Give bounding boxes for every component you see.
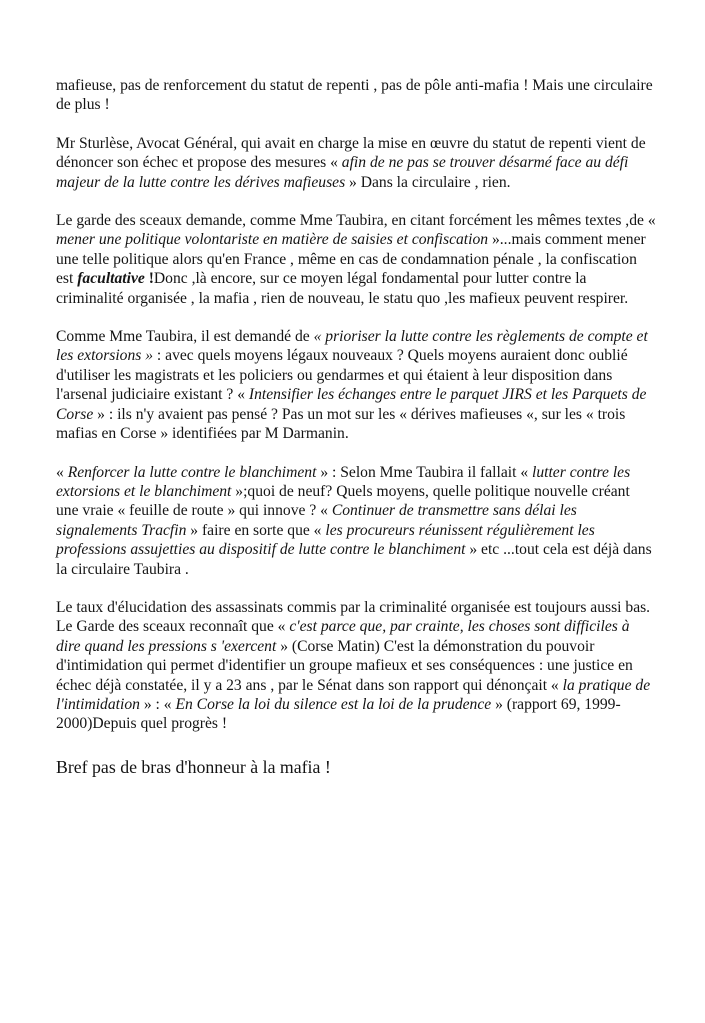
text-run: » : Selon Mme Taubira il fallait « bbox=[316, 463, 533, 481]
text-run: Intensifier les échanges entre le parquet JIRS et les Parquets de Corse bbox=[56, 386, 647, 423]
text-run: » faire en sorte que « bbox=[186, 521, 326, 539]
text-run: c'est parce que, par crainte, les choses sont difficiles à dire quand les pressions s 'exercent bbox=[56, 618, 630, 655]
text-run: » etc ...tout cela est déjà dans la circulaire Taubira . bbox=[56, 541, 652, 578]
text-run: Le garde des sceaux demande, comme Mme Taubira, en citant forcément les mêmes textes ,de « bbox=[56, 212, 656, 230]
text-run: : avec quels moyens légaux nouveaux ? Quels moyens auraient donc oublié d'utiliser les magistrats et les policiers ou gendarmes et qui étaient à leur disposition dans l'arsenal judiciaire existant ? « bbox=[56, 347, 628, 404]
paragraph-5 bbox=[56, 463, 656, 579]
text-run: les procureurs réunissent régulièrement les professions assujetties au dispositif de lutte contre le blanchiment bbox=[56, 521, 595, 559]
paragraph-3 bbox=[56, 211, 656, 308]
text-run: Le taux d'élucidation des assassinats commis par la criminalité organisée est toujours aussi bas. Le Garde des sceaux reconnaît que « bbox=[56, 598, 651, 636]
text-run: »;quoi de neuf? Quels moyens, quelle politique nouvelle créant une vraie « feuille de route » qui innove ? « bbox=[56, 482, 630, 520]
text-run: Mr Sturlèse, Avocat Général, qui avait en charge la mise en œuvre du statut de repenti vient de dénoncer son échec et propose des mesures « bbox=[56, 134, 646, 172]
text-run: » (rapport 69, 1999-2000)Depuis quel progrès ! bbox=[56, 695, 621, 733]
text-run: mafieuse, pas de renforcement du statut de repenti , pas de pôle anti-mafia ! Mais une circulaire de plus ! bbox=[56, 77, 653, 114]
paragraph-1 bbox=[56, 76, 656, 115]
text-run: » (Corse Matin) C'est la démonstration du pouvoir d'intimidation qui permet d'identifier un groupe mafieux et ses conséquences : une justice en échec déjà constatée, il y a 23 ans , par le Sénat dans son rapport qui dénonçait « bbox=[56, 637, 633, 694]
text-run: » : ils n'y avaient pas pensé ? Pas un mot sur les « dérives mafieuses «, sur les « trois mafias en Corse » identifiées par M Darmanin. bbox=[56, 405, 626, 443]
text-run: facultative bbox=[77, 270, 145, 288]
text-run bbox=[77, 270, 145, 287]
text-run: la pratique de l'intimidation bbox=[56, 676, 651, 713]
text-run: « prioriser la lutte contre les règlements de compte et les extorsions » bbox=[56, 328, 648, 365]
text-run: ! bbox=[144, 270, 154, 288]
text-run: »...mais comment mener une telle politique alors qu'en France , même en cas de condamnation pénale , la confiscation est bbox=[56, 231, 646, 288]
text-run: Continuer de transmettre sans délai les signalements Tracfin bbox=[56, 502, 577, 539]
text-run: « bbox=[56, 463, 68, 481]
text-run: » Dans la circulaire , rien. bbox=[345, 173, 511, 191]
document-page bbox=[56, 76, 656, 796]
paragraph-4 bbox=[56, 327, 656, 443]
closing-line: Bref pas de bras d'honneur à la mafia ! bbox=[56, 756, 331, 777]
text-run: » : « bbox=[139, 695, 176, 713]
paragraph-2 bbox=[56, 134, 656, 192]
paragraph-6 bbox=[56, 598, 656, 734]
text-run: Comme Mme Taubira, il est demandé de bbox=[56, 328, 314, 346]
text-run: mener une politique volontariste en matière de saisies et confiscation bbox=[56, 231, 489, 249]
text-run: Renforcer la lutte contre le blanchiment bbox=[67, 463, 317, 481]
text-run: afin de ne pas se trouver désarmé face au défi majeur de la lutte contre les dérives mafieuses bbox=[56, 154, 629, 191]
text-run: Donc ,là encore, sur ce moyen légal fondamental pour lutter contre la criminalité organisée , la mafia , rien de nouveau, le statu quo ,les mafieux peuvent respirer. bbox=[56, 270, 629, 307]
text-run: En Corse la loi du silence est la loi de la prudence bbox=[175, 695, 492, 713]
text-run: lutter contre les extorsions et le blanchiment bbox=[56, 463, 631, 500]
